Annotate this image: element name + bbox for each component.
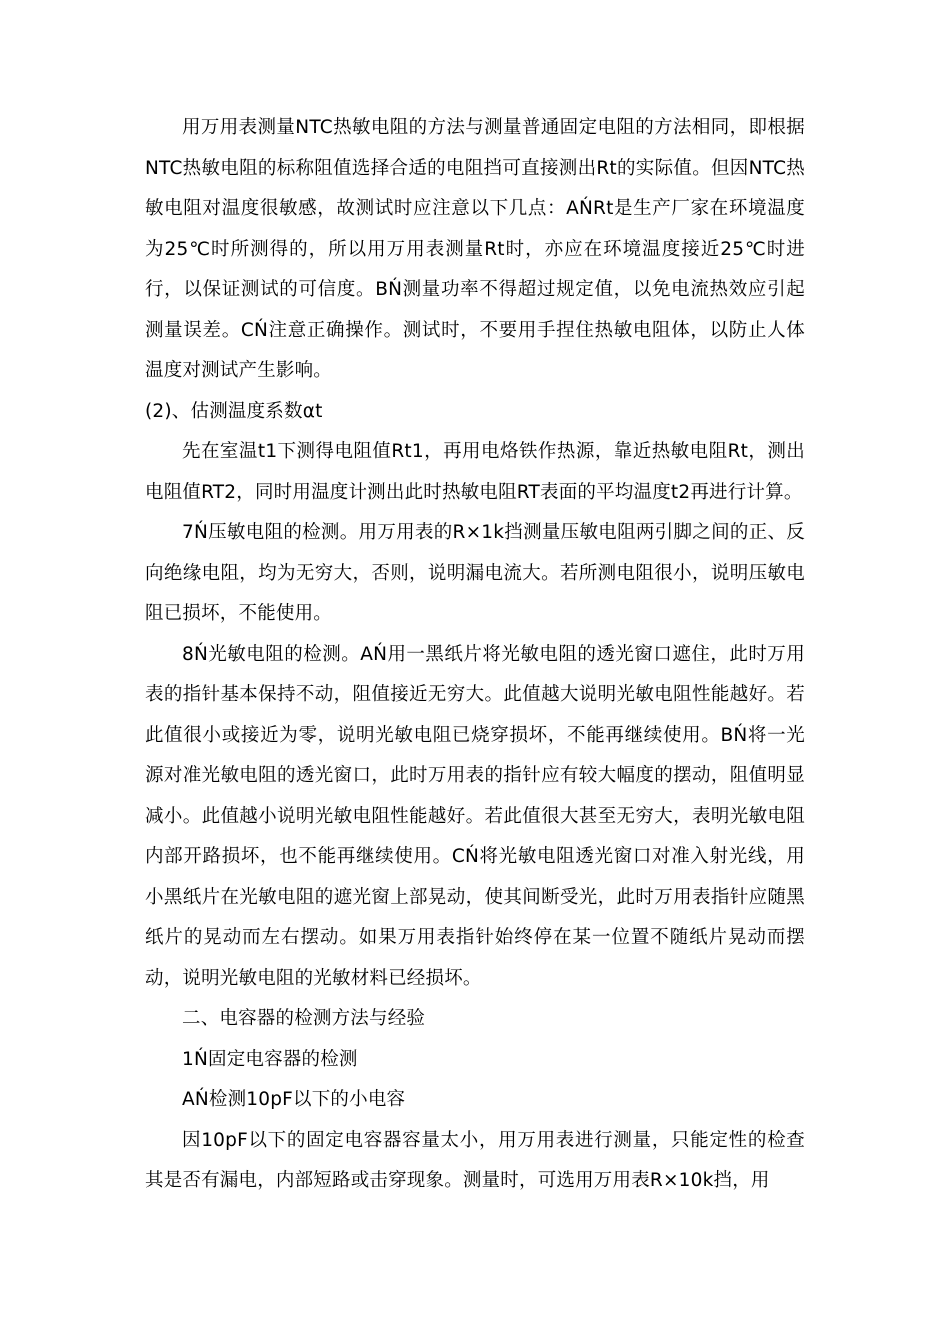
heading-fixed-capacitor: 1Ń固定电容器的检测 bbox=[182, 1048, 358, 1070]
heading-small-capacitor: AŃ检测10pF以下的小电容 bbox=[182, 1089, 406, 1110]
heading-capacitor-testing: 二、电容器的检测方法与经验 bbox=[182, 1008, 426, 1029]
paragraph-temperature-coefficient: 先在室温t1下测得电阻值Rt1，再用电烙铁作热源，靠近热敏电阻Rt，测出电阻值RT2，同时用温度计测出此时热敏电阻RT表面的平均温度t2再进行计算。 bbox=[145, 441, 805, 503]
paragraph-ntc-measurement: 用万用表测量NTC热敏电阻的方法与测量普通固定电阻的方法相同，即根据NTC热敏电阻的标称阻值选择合适的电阻挡可直接测出Rt的实际值。但因NTC热敏电阻对温度很敏感，故测试时应注意以下几点：AŃRt是生产厂家在环境温度为25℃时所测得的，所以用万用表测量Rt时，亦应在环境温度接近25℃时进行，以保证测试的可信度。BŃ测量功率不得超过规定值，以免电流热效应引起测量误差。CŃ注意正确操作。测试时，不要用手捏住热敏电阻体，以防止人体温度对测试产生影响。 bbox=[145, 117, 805, 381]
heading-temperature-coefficient: (2)、估测温度系数αt bbox=[145, 400, 323, 422]
paragraph-small-capacitor: 因10pF以下的固定电容器容量太小，用万用表进行测量，只能定性的检查其是否有漏电，内部短路或击穿现象。测量时，可选用万用表R×10k挡，用 bbox=[145, 1129, 805, 1191]
paragraph-photoresistor-test: 8Ń光敏电阻的检测。AŃ用一黑纸片将光敏电阻的透光窗口遮住，此时万用表的指针基本保持不动，阻值接近无穷大。此值越大说明光敏电阻性能越好。若此值很小或接近为零，说明光敏电阻已烧穿损坏，不能再继续使用。BŃ将一光源对准光敏电阻的透光窗口，此时万用表的指针应有较大幅度的摆动，阻值明显减小。此值越小说明光敏电阻性能越好。若此值很大甚至无穷大，表明光敏电阻内部开路损坏，也不能再继续使用。CŃ将光敏电阻透光窗口对准入射光线，用小黑纸片在光敏电阻的遮光窗上部晃动，使其间断受光，此时万用表指针应随黑纸片的晃动而左右摆动。如果万用表指针始终停在某一位置不随纸片晃动而摆动，说明光敏电阻的光敏材料已经损坏。 bbox=[145, 643, 805, 989]
paragraph-varistor-test: 7Ń压敏电阻的检测。用万用表的R×1k挡测量压敏电阻两引脚之间的正、反向绝缘电阻，均为无穷大，否则，说明漏电流大。若所测电阻很小，说明压敏电阻已损坏，不能使用。 bbox=[145, 522, 805, 624]
document-body bbox=[145, 108, 805, 1202]
